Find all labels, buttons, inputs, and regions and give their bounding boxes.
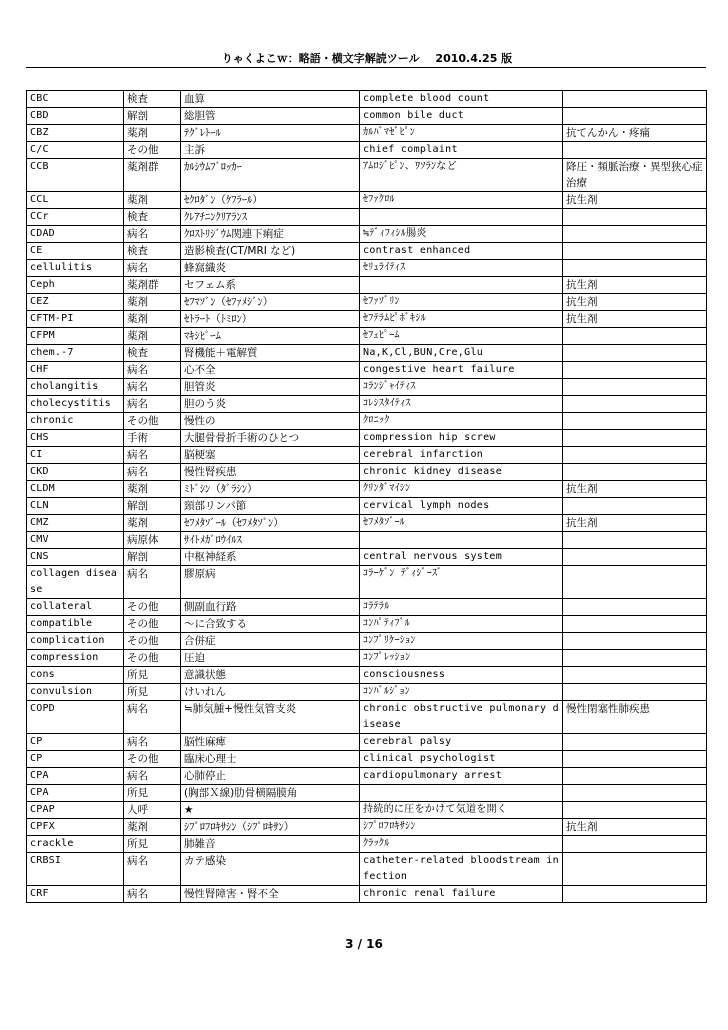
japanese-term-cell: 頸部リンパ節 — [181, 498, 360, 515]
japanese-term-cell: ｸﾛｽﾄﾘｼﾞｳﾑ関連下痢症 — [181, 226, 360, 243]
category-cell: 病名 — [124, 853, 181, 886]
abbreviation-cell: CBD — [27, 108, 124, 125]
japanese-term-cell: セフェム系 — [181, 277, 360, 294]
japanese-term-cell: ≒肺気腫+慢性気管支炎 — [181, 701, 360, 734]
abbreviation-cell: CEZ — [27, 294, 124, 311]
note-cell — [563, 345, 707, 362]
category-cell: 薬剤群 — [124, 277, 181, 294]
note-cell — [563, 243, 707, 260]
note-cell — [563, 91, 707, 108]
japanese-term-cell: 臨床心理士 — [181, 751, 360, 768]
note-cell — [563, 667, 707, 684]
category-cell: 所見 — [124, 667, 181, 684]
english-term-cell: ｶﾙﾊﾞﾏｾﾞﾋﾟﾝ — [360, 125, 563, 142]
table-row — [27, 464, 707, 481]
table-row — [27, 125, 707, 142]
table-row — [27, 91, 707, 108]
japanese-term-cell: ｼﾌﾟﾛﾌﾛｷｻｼﾝ（ｼﾌﾟﾛｷｻﾝ） — [181, 819, 360, 836]
table-row — [27, 768, 707, 785]
english-term-cell: ｸﾛﾆｯｸ — [360, 413, 563, 430]
japanese-term-cell: 胆管炎 — [181, 379, 360, 396]
abbreviation-cell: cholecystitis — [27, 396, 124, 413]
abbreviation-cell: CPAP — [27, 802, 124, 819]
abbreviation-cell: CBZ — [27, 125, 124, 142]
abbreviation-cell: cellulitis — [27, 260, 124, 277]
english-term-cell: ｾﾌｪﾋﾟｰﾑ — [360, 328, 563, 345]
app-title: りゃくよこｗ：略語・横文字解読ツール — [221, 52, 420, 65]
japanese-term-cell: 慢性腎疾患 — [181, 464, 360, 481]
category-cell: 病名 — [124, 886, 181, 903]
note-cell — [563, 751, 707, 768]
category-cell: 薬剤 — [124, 311, 181, 328]
table-row — [27, 684, 707, 701]
japanese-term-cell: 胆のう炎 — [181, 396, 360, 413]
table-row — [27, 667, 707, 684]
category-cell: 検査 — [124, 345, 181, 362]
english-term-cell — [360, 785, 563, 802]
english-term-cell: ｺﾚｼｽﾀｲﾃｨｽ — [360, 396, 563, 413]
abbreviation-cell: compression — [27, 650, 124, 667]
category-cell: 薬剤 — [124, 125, 181, 142]
note-cell — [563, 650, 707, 667]
note-cell — [563, 684, 707, 701]
abbreviation-cell: CRF — [27, 886, 124, 903]
note-cell: 抗生剤 — [563, 819, 707, 836]
japanese-term-cell: 脳梗塞 — [181, 447, 360, 464]
english-term-cell: chronic obstructive pulmonary disease — [360, 701, 563, 734]
japanese-term-cell: 大腿骨骨折手術のひとつ — [181, 430, 360, 447]
abbreviation-cell: CNS — [27, 549, 124, 566]
table-row — [27, 311, 707, 328]
english-term-cell: ｱﾑﾛｼﾞﾋﾟﾝ、ﾜｿﾗﾝなど — [360, 159, 563, 192]
abbreviation-cell: CMV — [27, 532, 124, 549]
abbreviation-cell: CP — [27, 751, 124, 768]
note-cell — [563, 532, 707, 549]
header-rule — [26, 67, 706, 68]
table-row — [27, 633, 707, 650]
table-row — [27, 277, 707, 294]
abbreviation-cell: CHF — [27, 362, 124, 379]
english-term-cell: ｾﾘｭﾗｲﾃｨｽ — [360, 260, 563, 277]
japanese-term-cell: ｾﾌﾒﾀｿﾞｰﾙ（ｾﾌﾒﾀｿﾞﾝ） — [181, 515, 360, 532]
note-cell — [563, 785, 707, 802]
english-term-cell: ｺﾝﾊﾞﾙｼﾞｮﾝ — [360, 684, 563, 701]
category-cell: 手術 — [124, 430, 181, 447]
english-term-cell: complete blood count — [360, 91, 563, 108]
note-cell — [563, 633, 707, 650]
table-row — [27, 650, 707, 667]
english-term-cell: congestive heart failure — [360, 362, 563, 379]
english-term-cell: clinical psychologist — [360, 751, 563, 768]
abbreviation-cell: CCL — [27, 192, 124, 209]
abbreviation-cell: CCB — [27, 159, 124, 192]
category-cell: その他 — [124, 616, 181, 633]
japanese-term-cell: 造影検査(CT/MRI など) — [181, 243, 360, 260]
japanese-term-cell: 肺雑音 — [181, 836, 360, 853]
category-cell: 所見 — [124, 785, 181, 802]
glossary-body — [27, 91, 707, 903]
table-row — [27, 498, 707, 515]
note-cell: 慢性閉塞性肺疾患 — [563, 701, 707, 734]
note-cell — [563, 142, 707, 159]
abbreviation-cell: compatible — [27, 616, 124, 633]
category-cell: 薬剤 — [124, 515, 181, 532]
note-cell — [563, 498, 707, 515]
table-row — [27, 430, 707, 447]
version-label: 2010.4.25 版 — [435, 52, 513, 65]
english-term-cell: catheter-related bloodstream infection — [360, 853, 563, 886]
abbreviation-cell: CLN — [27, 498, 124, 515]
english-term-cell: ｾﾌﾒﾀｿﾞｰﾙ — [360, 515, 563, 532]
japanese-term-cell: カテ感染 — [181, 853, 360, 886]
note-cell: 抗生剤 — [563, 294, 707, 311]
note-cell — [563, 734, 707, 751]
japanese-term-cell: (胸部Ｘ線)肋骨横隔膜角 — [181, 785, 360, 802]
japanese-term-cell: 合併症 — [181, 633, 360, 650]
category-cell: 検査 — [124, 91, 181, 108]
category-cell: その他 — [124, 633, 181, 650]
note-cell — [563, 549, 707, 566]
japanese-term-cell: ﾏｷｼﾋﾟｰﾑ — [181, 328, 360, 345]
page-header — [26, 50, 708, 66]
english-term-cell: compression hip screw — [360, 430, 563, 447]
english-term-cell: ｾﾌﾃﾗﾑﾋﾟﾎﾞｷｼﾙ — [360, 311, 563, 328]
english-term-cell — [360, 277, 563, 294]
english-term-cell: ｺﾝﾌﾟﾘｹｰｼｮﾝ — [360, 633, 563, 650]
english-term-cell: cardiopulmonary arrest — [360, 768, 563, 785]
category-cell: 病名 — [124, 768, 181, 785]
note-cell — [563, 108, 707, 125]
category-cell: 病名 — [124, 260, 181, 277]
english-term-cell: cerebral palsy — [360, 734, 563, 751]
japanese-term-cell: 脳性麻痺 — [181, 734, 360, 751]
category-cell: 病名 — [124, 226, 181, 243]
table-row — [27, 481, 707, 498]
japanese-term-cell: ★ — [181, 802, 360, 819]
note-cell — [563, 768, 707, 785]
english-term-cell: ｸﾘﾝﾀﾞﾏｲｼﾝ — [360, 481, 563, 498]
table-row — [27, 836, 707, 853]
english-term-cell: ｺﾝﾊﾟﾃｨﾌﾞﾙ — [360, 616, 563, 633]
japanese-term-cell: けいれん — [181, 684, 360, 701]
note-cell — [563, 886, 707, 903]
english-term-cell: ｸﾗｯｸﾙ — [360, 836, 563, 853]
english-term-cell: cerebral infarction — [360, 447, 563, 464]
abbreviation-cell: CHS — [27, 430, 124, 447]
japanese-term-cell: 総胆管 — [181, 108, 360, 125]
japanese-term-cell: ｻｲﾄﾒｶﾞﾛｳｲﾙｽ — [181, 532, 360, 549]
japanese-term-cell: 〜に合致する — [181, 616, 360, 633]
note-cell — [563, 379, 707, 396]
english-term-cell: ｺﾗｰｹﾞﾝ ﾃﾞｨｼﾞｰｽﾞ — [360, 566, 563, 599]
note-cell — [563, 464, 707, 481]
category-cell: その他 — [124, 413, 181, 430]
category-cell: その他 — [124, 650, 181, 667]
english-term-cell: consciousness — [360, 667, 563, 684]
table-row — [27, 328, 707, 345]
english-term-cell: chronic kidney disease — [360, 464, 563, 481]
japanese-term-cell: 主訴 — [181, 142, 360, 159]
english-term-cell: chronic renal failure — [360, 886, 563, 903]
table-row — [27, 785, 707, 802]
abbreviation-cell: cons — [27, 667, 124, 684]
table-row — [27, 853, 707, 886]
japanese-term-cell: 慢性腎障害・腎不全 — [181, 886, 360, 903]
japanese-term-cell: 心不全 — [181, 362, 360, 379]
category-cell: 解剖 — [124, 549, 181, 566]
category-cell: 薬剤 — [124, 192, 181, 209]
japanese-term-cell: ﾃｸﾞﾚﾄｰﾙ — [181, 125, 360, 142]
note-cell — [563, 836, 707, 853]
japanese-term-cell: ｸﾚｱﾁﾆﾝｸﾘｱﾗﾝｽ — [181, 209, 360, 226]
category-cell: 薬剤群 — [124, 159, 181, 192]
table-row — [27, 532, 707, 549]
category-cell: 薬剤 — [124, 294, 181, 311]
page-number: 3 / 16 — [345, 937, 383, 951]
english-term-cell: 持続的に圧をかけて気道を開く — [360, 802, 563, 819]
glossary-table — [26, 90, 707, 903]
abbreviation-cell: chronic — [27, 413, 124, 430]
note-cell — [563, 566, 707, 599]
note-cell — [563, 853, 707, 886]
abbreviation-cell: C/C — [27, 142, 124, 159]
table-row — [27, 599, 707, 616]
abbreviation-cell: CFTM-PI — [27, 311, 124, 328]
category-cell: 解剖 — [124, 498, 181, 515]
abbreviation-cell: CI — [27, 447, 124, 464]
note-cell — [563, 209, 707, 226]
category-cell: 病名 — [124, 464, 181, 481]
table-row — [27, 108, 707, 125]
table-row — [27, 209, 707, 226]
table-row — [27, 345, 707, 362]
category-cell: 所見 — [124, 684, 181, 701]
note-cell — [563, 616, 707, 633]
english-term-cell — [360, 209, 563, 226]
category-cell: 薬剤 — [124, 328, 181, 345]
table-row — [27, 294, 707, 311]
category-cell: 病名 — [124, 447, 181, 464]
english-term-cell: cervical lymph nodes — [360, 498, 563, 515]
japanese-term-cell: 中枢神経系 — [181, 549, 360, 566]
english-term-cell: ｺﾗﾃﾗﾙ — [360, 599, 563, 616]
abbreviation-cell: crackle — [27, 836, 124, 853]
japanese-term-cell: ｾｸﾛﾀﾞﾝ（ｹﾌﾗｰﾙ） — [181, 192, 360, 209]
table-row — [27, 751, 707, 768]
table-row — [27, 802, 707, 819]
abbreviation-cell: CLDM — [27, 481, 124, 498]
note-cell — [563, 430, 707, 447]
note-cell: 抗生剤 — [563, 311, 707, 328]
table-row — [27, 616, 707, 633]
japanese-term-cell: 蜂窩織炎 — [181, 260, 360, 277]
english-term-cell: ｺﾗﾝｼﾞｬｲﾃｨｽ — [360, 379, 563, 396]
note-cell — [563, 226, 707, 243]
english-term-cell: contrast enhanced — [360, 243, 563, 260]
note-cell — [563, 396, 707, 413]
table-row — [27, 379, 707, 396]
note-cell — [563, 599, 707, 616]
category-cell: 病名 — [124, 379, 181, 396]
table-row — [27, 226, 707, 243]
table-row — [27, 192, 707, 209]
table-row — [27, 396, 707, 413]
note-cell — [563, 328, 707, 345]
category-cell: 病名 — [124, 566, 181, 599]
japanese-term-cell: 心肺停止 — [181, 768, 360, 785]
category-cell: 病名 — [124, 701, 181, 734]
abbreviation-cell: CRBSI — [27, 853, 124, 886]
english-term-cell: common bile duct — [360, 108, 563, 125]
japanese-term-cell: 圧迫 — [181, 650, 360, 667]
abbreviation-cell: Ceph — [27, 277, 124, 294]
abbreviation-cell: convulsion — [27, 684, 124, 701]
note-cell: 抗生剤 — [563, 481, 707, 498]
english-term-cell: ｺﾝﾌﾟﾚｯｼｮﾝ — [360, 650, 563, 667]
abbreviation-cell: CKD — [27, 464, 124, 481]
category-cell: その他 — [124, 599, 181, 616]
category-cell: 薬剤 — [124, 481, 181, 498]
category-cell: 解剖 — [124, 108, 181, 125]
note-cell — [563, 260, 707, 277]
abbreviation-cell: collagen disease — [27, 566, 124, 599]
abbreviation-cell: CP — [27, 734, 124, 751]
note-cell — [563, 413, 707, 430]
table-row — [27, 362, 707, 379]
table-row — [27, 515, 707, 532]
abbreviation-cell: chem.-7 — [27, 345, 124, 362]
table-row — [27, 886, 707, 903]
table-row — [27, 142, 707, 159]
category-cell: 検査 — [124, 243, 181, 260]
english-term-cell: ｾﾌｧｸﾛﾙ — [360, 192, 563, 209]
english-term-cell: ｼﾌﾟﾛﾌﾛｷｻｼﾝ — [360, 819, 563, 836]
table-row — [27, 243, 707, 260]
note-cell: 抗生剤 — [563, 277, 707, 294]
japanese-term-cell: 慢性の — [181, 413, 360, 430]
category-cell: 病名 — [124, 396, 181, 413]
japanese-term-cell: 膠原病 — [181, 566, 360, 599]
abbreviation-cell: CPA — [27, 768, 124, 785]
english-term-cell: central nervous system — [360, 549, 563, 566]
english-term-cell: Na,K,Cl,BUN,Cre,Glu — [360, 345, 563, 362]
table-row — [27, 447, 707, 464]
table-row — [27, 549, 707, 566]
abbreviation-cell: complication — [27, 633, 124, 650]
english-term-cell: ｾﾌｧｿﾞﾘﾝ — [360, 294, 563, 311]
japanese-term-cell: ｾﾌﾏｿﾞﾝ（ｾﾌｧﾒｼﾞﾝ） — [181, 294, 360, 311]
table-row — [27, 819, 707, 836]
note-cell — [563, 447, 707, 464]
japanese-term-cell: ﾐﾄﾞｼﾝ（ﾀﾞﾗｼﾝ） — [181, 481, 360, 498]
japanese-term-cell: ｾﾄﾗｰﾄ（ﾄﾐﾛﾝ） — [181, 311, 360, 328]
abbreviation-cell: CFPM — [27, 328, 124, 345]
abbreviation-cell: CCr — [27, 209, 124, 226]
japanese-term-cell: 側副血行路 — [181, 599, 360, 616]
table-row — [27, 159, 707, 192]
note-cell — [563, 362, 707, 379]
category-cell: 人呼 — [124, 802, 181, 819]
category-cell: 病名 — [124, 362, 181, 379]
note-cell: 抗てんかん・疼痛 — [563, 125, 707, 142]
abbreviation-cell: CBC — [27, 91, 124, 108]
english-term-cell — [360, 532, 563, 549]
category-cell: 所見 — [124, 836, 181, 853]
note-cell: 降圧・頻脈治療・異型狭心症治療 — [563, 159, 707, 192]
abbreviation-cell: CMZ — [27, 515, 124, 532]
category-cell: 病名 — [124, 734, 181, 751]
category-cell: 検査 — [124, 209, 181, 226]
abbreviation-cell: CPFX — [27, 819, 124, 836]
category-cell: その他 — [124, 751, 181, 768]
japanese-term-cell: 血算 — [181, 91, 360, 108]
table-row — [27, 734, 707, 751]
english-term-cell: ≒ﾃﾞｨﾌｨｼﾙ腸炎 — [360, 226, 563, 243]
table-row — [27, 566, 707, 599]
english-term-cell: chief complaint — [360, 142, 563, 159]
abbreviation-cell: COPD — [27, 701, 124, 734]
japanese-term-cell: 腎機能＋電解質 — [181, 345, 360, 362]
abbreviation-cell: CE — [27, 243, 124, 260]
abbreviation-cell: CDAD — [27, 226, 124, 243]
table-row — [27, 260, 707, 277]
table-row — [27, 701, 707, 734]
abbreviation-cell: collateral — [27, 599, 124, 616]
japanese-term-cell: ｶﾙｼｳﾑﾌﾞﾛｯｶｰ — [181, 159, 360, 192]
category-cell: 薬剤 — [124, 819, 181, 836]
abbreviation-cell: CPA — [27, 785, 124, 802]
category-cell: 病原体 — [124, 532, 181, 549]
japanese-term-cell: 意識状態 — [181, 667, 360, 684]
note-cell: 抗生剤 — [563, 515, 707, 532]
abbreviation-cell: cholangitis — [27, 379, 124, 396]
note-cell: 抗生剤 — [563, 192, 707, 209]
category-cell: その他 — [124, 142, 181, 159]
table-row — [27, 413, 707, 430]
note-cell — [563, 802, 707, 819]
